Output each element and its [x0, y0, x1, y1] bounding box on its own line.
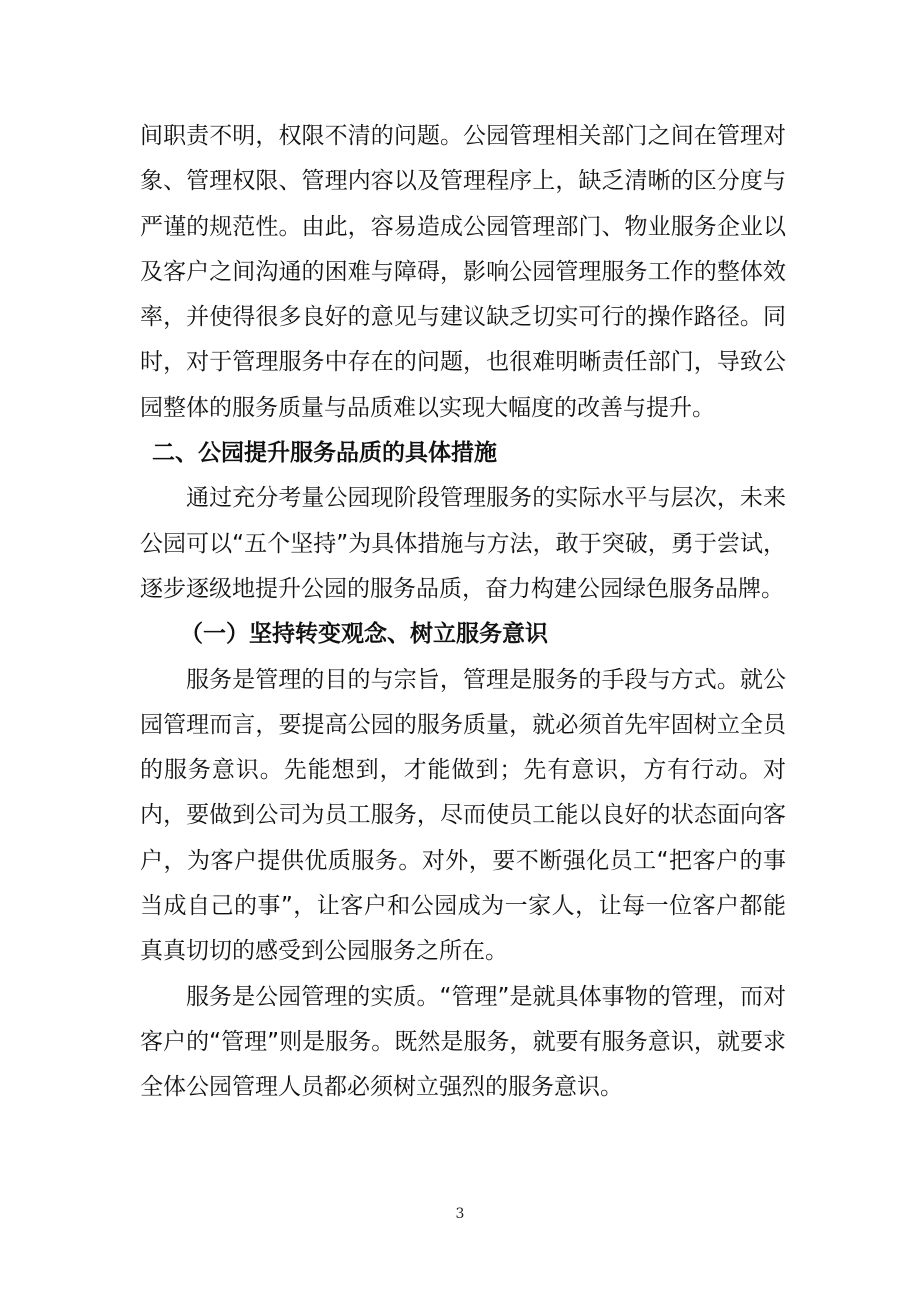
paragraph-continued: 间职责不明，权限不清的问题。公园管理相关部门之间在管理对象、管理权限、管理内容以及管理程序上，缺乏清晰的区分度与严谨的规范性。由此，容易造成公园管理部门、物业服务企业以及客户之间沟通的困难与障碍，影响公园管理服务工作的整体效率，并使得很多良好的意见与建议缺乏切实可行的操作路径。同时，对于管理服务中存在的问题，也很难明晰责任部门，导致公园整体的服务质量与品质难以实现大幅度的改善与提升。: [140, 123, 786, 421]
paragraph-intro: 通过充分考量公园现阶段管理服务的实际水平与层次，未来公园可以“五个坚持”为具体措施与方法，敢于突破，勇于尝试，逐步逐级地提升公园的服务品质，奋力构建公园绿色服务品牌。: [140, 485, 786, 602]
paragraph-service-purpose: 服务是管理的目的与宗旨，管理是服务的手段与方式。就公园管理而言，要提高公园的服务质量，就必须首先牢固树立全员的服务意识。先能想到，才能做到；先有意识，方有行动。对内，要做到公司为员工服务，尽而使员工能以良好的状态面向客户，为客户提供优质服务。对外，要不断强化员工“把客户的事当成自己的事”，让客户和公园成为一家人，让每一位客户都能真真切切的感受到公园服务之所在。: [140, 666, 786, 965]
subsection-heading: （一）坚持转变观念、树立服务意识: [180, 621, 548, 648]
page-number: 3: [455, 1206, 465, 1222]
paragraph-service-essence: 服务是公园管理的实质。“管理”是就具体事物的管理，而对客户的“管理”则是服务。既然是服务，就要有服务意识，就要求全体公园管理人员都必须树立强烈的服务意识。: [140, 983, 786, 1101]
document-body: [140, 114, 786, 1111]
section-heading: 二、公园提升服务品质的具体措施: [152, 440, 497, 467]
